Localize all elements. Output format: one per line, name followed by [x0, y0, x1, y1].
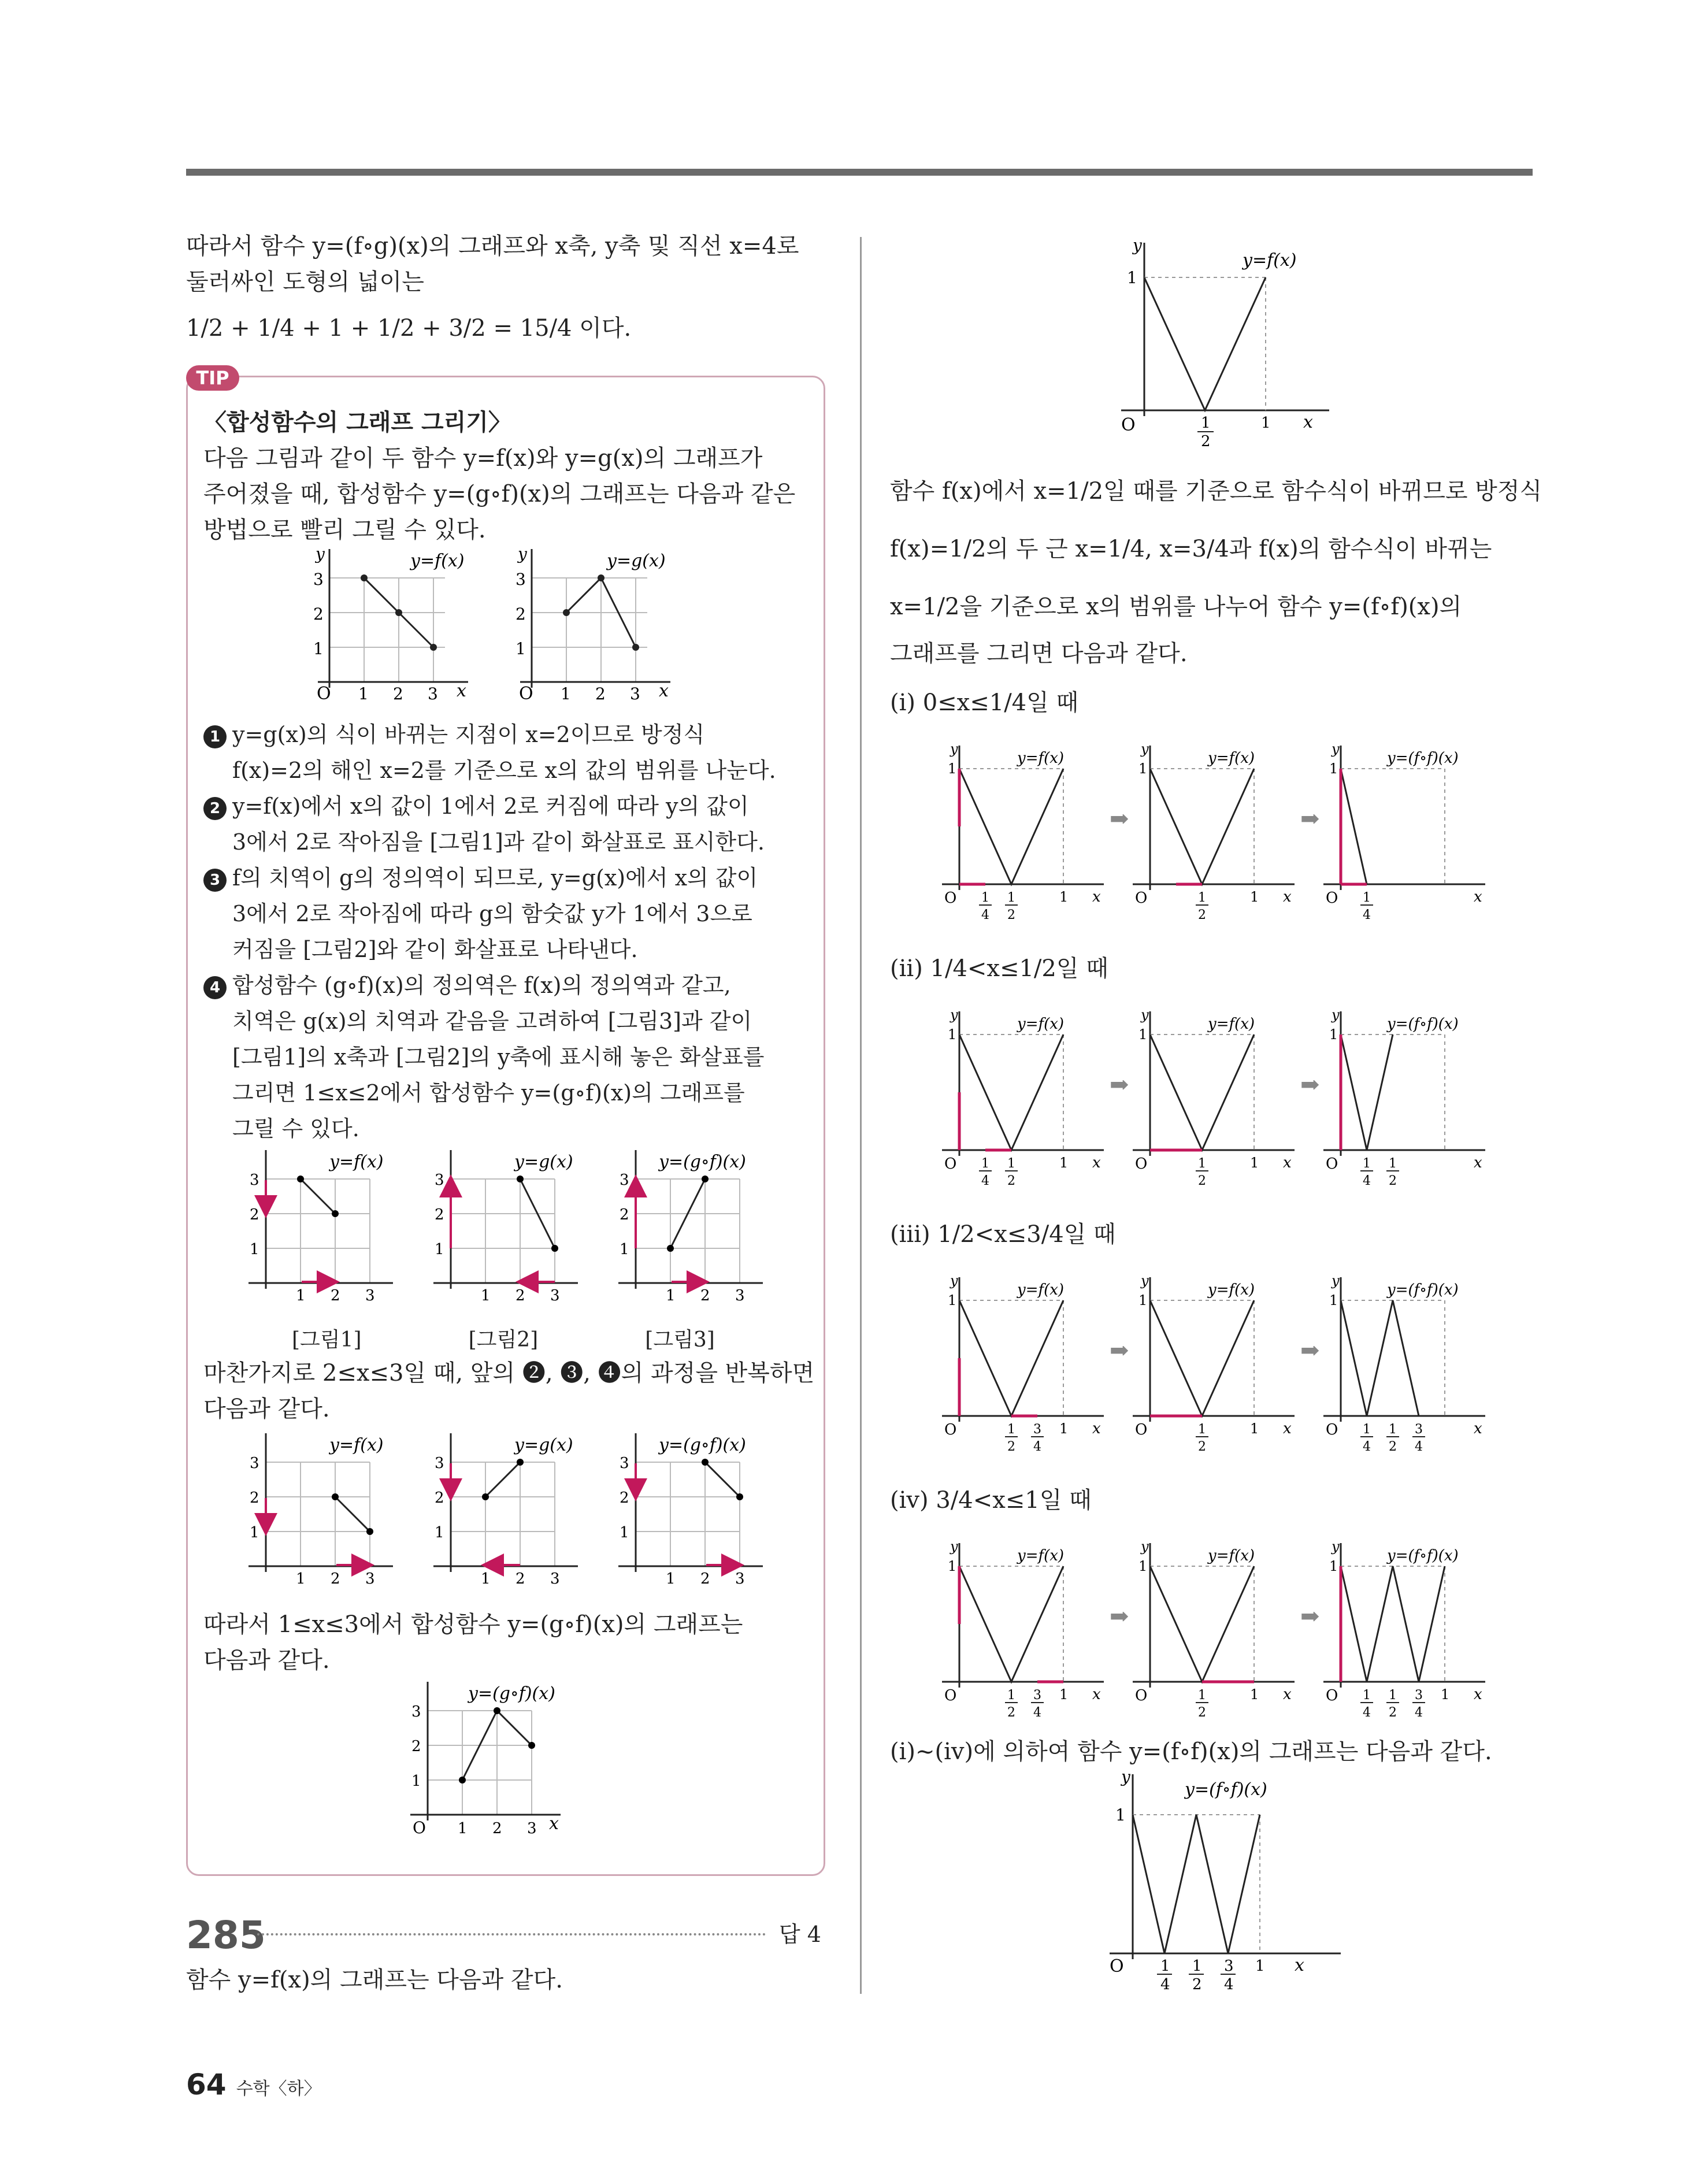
svg-text:y: y	[950, 1273, 958, 1289]
svg-text:2: 2	[331, 1570, 340, 1588]
svg-text:1: 1	[1007, 891, 1015, 905]
tip-title: 〈합성함수의 그래프 그리기〉	[203, 409, 511, 436]
svg-text:➡: ➡	[1110, 1071, 1129, 1098]
svg-text:2: 2	[700, 1570, 710, 1588]
svg-text:x: x	[1283, 1154, 1292, 1171]
svg-text:2: 2	[435, 1489, 444, 1507]
svg-text:2: 2	[1389, 1705, 1397, 1720]
y-axis-label: y	[1121, 1767, 1130, 1786]
svg-text:1: 1	[1389, 1422, 1397, 1437]
svg-text:3: 3	[1415, 1422, 1423, 1437]
svg-text:x: x	[1474, 888, 1482, 906]
figure-2	[433, 1150, 578, 1304]
tip-intro-line: 방법으로 빨리 그릴 수 있다.	[203, 517, 486, 543]
svg-text:2: 2	[1007, 1440, 1015, 1454]
svg-text:O: O	[944, 1421, 957, 1438]
solution-line: x=1/2을 기준으로 x의 범위를 나누어 함수 y=(f∘f)(x)의	[890, 594, 1462, 620]
f-label: y=f(x)	[410, 551, 465, 571]
svg-text:3: 3	[735, 1570, 745, 1588]
origin-label: O	[317, 684, 331, 704]
svg-text:3: 3	[1415, 1688, 1423, 1703]
svg-text:➡: ➡	[1300, 806, 1320, 832]
svg-text:O: O	[1326, 1155, 1338, 1173]
solution-line: 함수 f(x)에서 x=1/2일 때를 기준으로 함수식이 바뀌므로 방정식	[890, 478, 1542, 505]
svg-text:y: y	[1141, 1273, 1149, 1289]
svg-text:3: 3	[313, 570, 324, 589]
svg-text:2: 2	[411, 1738, 421, 1755]
svg-text:O: O	[1135, 1155, 1148, 1173]
step-3	[203, 860, 776, 896]
svg-text:2: 2	[620, 1206, 629, 1223]
svg-text:y=f(x): y=f(x)	[1017, 1547, 1065, 1564]
f-label: y=f(x)	[329, 1152, 384, 1172]
svg-text:3: 3	[515, 570, 526, 589]
svg-text:2: 2	[492, 1820, 502, 1837]
svg-text:1: 1	[515, 639, 526, 658]
svg-text:O: O	[1135, 1421, 1148, 1438]
svg-text:1: 1	[981, 1156, 989, 1171]
svg-text:2: 2	[620, 1489, 629, 1507]
svg-text:O: O	[1326, 1687, 1338, 1704]
intro-line: 따라서 함수 y=(f∘g)(x)의 그래프와 x축, y축 및 직선 x=4로	[186, 233, 799, 259]
step-line: 3에서 2로 작아짐에 따라 g의 함숫값 y가 1에서 3으로	[232, 901, 752, 926]
svg-text:2: 2	[435, 1206, 444, 1223]
svg-text:1: 1	[620, 1241, 629, 1258]
svg-text:4: 4	[1363, 908, 1371, 922]
svg-text:1: 1	[1192, 1957, 1202, 1975]
svg-text:3: 3	[250, 1171, 259, 1189]
g-label: y=g(x)	[514, 1435, 573, 1455]
step-number: 4	[203, 976, 227, 999]
x-axis-label: x	[549, 1814, 559, 1834]
svg-text:2: 2	[1198, 1440, 1206, 1454]
svg-text:2: 2	[1201, 433, 1211, 450]
f-label: y=f(x)	[329, 1435, 384, 1455]
svg-text:y: y	[1332, 1538, 1340, 1555]
svg-text:1: 1	[1250, 1421, 1259, 1437]
gf-label: y=(g∘f)(x)	[468, 1684, 555, 1704]
svg-text:1: 1	[948, 761, 957, 777]
page-number: 64	[186, 2068, 227, 2101]
step-line: [그림1]의 x축과 [그림2]의 y축에 표시해 놓은 화살표를	[232, 1044, 765, 1070]
svg-text:y=f(x): y=f(x)	[1208, 750, 1255, 767]
svg-text:1: 1	[1250, 1155, 1259, 1171]
svg-text:1: 1	[1160, 1957, 1170, 1975]
svg-text:➡: ➡	[1110, 1603, 1129, 1630]
step-line: 합성함수 (g∘f)(x)의 정의역은 f(x)의 정의역과 같고,	[232, 973, 731, 998]
g-label: y=g(x)	[514, 1152, 573, 1172]
figure-f-step2	[249, 1433, 393, 1588]
origin-label: O	[1110, 1956, 1124, 1977]
step-4	[203, 967, 776, 1003]
svg-text:y=(f∘f)(x): y=(f∘f)(x)	[1387, 1281, 1459, 1299]
svg-text:1: 1	[481, 1287, 491, 1304]
svg-text:x: x	[1283, 1686, 1292, 1703]
figure-gf-step2	[618, 1433, 763, 1588]
svg-text:1: 1	[948, 1292, 957, 1308]
book-title: 수학〈하〉	[236, 2079, 321, 2099]
svg-text:1: 1	[1363, 1156, 1371, 1171]
svg-text:3: 3	[550, 1287, 560, 1304]
graph-f-problem	[1110, 236, 1341, 450]
svg-text:1: 1	[981, 891, 989, 905]
svg-text:y=(f∘f)(x): y=(f∘f)(x)	[1387, 750, 1459, 767]
step-line: 3에서 2로 작아짐을 [그림1]과 같이 화살표로 표시한다.	[232, 829, 765, 855]
svg-text:3: 3	[527, 1820, 537, 1837]
svg-text:3: 3	[1224, 1957, 1234, 1975]
svg-text:y: y	[1332, 1007, 1340, 1023]
svg-text:O: O	[1326, 889, 1338, 907]
svg-text:1: 1	[250, 1241, 259, 1258]
svg-text:x: x	[1092, 1154, 1101, 1171]
svg-text:y: y	[950, 1538, 958, 1555]
svg-text:➡: ➡	[1300, 1071, 1320, 1098]
svg-text:x: x	[1474, 1686, 1482, 1703]
svg-text:3: 3	[735, 1287, 745, 1304]
svg-text:1: 1	[1389, 1156, 1397, 1171]
problem-line: 함수 y=f(x)의 그래프는 다음과 같다.	[186, 1967, 563, 1993]
svg-text:1: 1	[1389, 1688, 1397, 1703]
svg-text:4: 4	[1160, 1976, 1170, 1993]
svg-text:1: 1	[1363, 1688, 1371, 1703]
svg-text:1: 1	[666, 1570, 676, 1588]
svg-text:y=(f∘f)(x): y=(f∘f)(x)	[1387, 1547, 1459, 1564]
svg-text:y=f(x): y=f(x)	[1017, 750, 1065, 767]
f-label: y=f(x)	[1243, 250, 1297, 270]
svg-text:2: 2	[1198, 908, 1206, 922]
svg-text:1: 1	[358, 684, 369, 703]
svg-text:1: 1	[1059, 1155, 1069, 1171]
svg-text:1: 1	[561, 684, 571, 703]
svg-text:1: 1	[250, 1524, 259, 1541]
origin-label: O	[413, 1818, 426, 1837]
g-label: y=g(x)	[607, 551, 666, 571]
svg-text:1: 1	[620, 1524, 629, 1541]
graph-ff-final	[1098, 1768, 1375, 1994]
caption-figure-1: [그림1]	[292, 1328, 362, 1352]
solution-line: 그래프를 그리면 다음과 같다.	[890, 640, 1188, 667]
svg-text:y=f(x): y=f(x)	[1208, 1281, 1255, 1299]
svg-text:1: 1	[458, 1820, 468, 1837]
step-line: 치역은 g(x)의 치역과 같음을 고려하여 [그림3]과 같이	[232, 1008, 752, 1034]
svg-text:1: 1	[666, 1287, 676, 1304]
svg-text:1: 1	[296, 1287, 306, 1304]
svg-text:3: 3	[250, 1455, 259, 1472]
svg-text:2: 2	[1007, 1705, 1015, 1720]
svg-text:3: 3	[620, 1171, 629, 1189]
svg-text:O: O	[1135, 1687, 1148, 1704]
svg-text:1: 1	[296, 1570, 306, 1588]
svg-text:3: 3	[435, 1455, 444, 1472]
svg-text:y=f(x): y=f(x)	[1208, 1015, 1255, 1033]
step-line: 커짐을 [그림2]와 같이 화살표로 나타낸다.	[232, 937, 638, 962]
problem-number: 285	[186, 1913, 266, 1957]
step-line: f의 치역이 g의 정의역이 되므로, y=g(x)에서 x의 값이	[232, 865, 758, 891]
svg-text:3: 3	[435, 1171, 444, 1189]
svg-text:4: 4	[1363, 1440, 1371, 1454]
svg-text:4: 4	[1415, 1705, 1423, 1720]
area-expression: 1/2 + 1/4 + 1 + 1/2 + 3/2 = 15/4 이다.	[186, 315, 632, 342]
svg-text:1: 1	[435, 1524, 444, 1541]
step-number: 3	[203, 869, 227, 892]
svg-text:x: x	[1283, 888, 1292, 906]
svg-text:1: 1	[1329, 761, 1338, 777]
svg-text:➡: ➡	[1300, 1603, 1320, 1630]
svg-text:3: 3	[365, 1570, 375, 1588]
svg-text:O: O	[944, 1155, 957, 1173]
y-axis-label: y	[1133, 236, 1142, 255]
svg-text:2: 2	[250, 1489, 259, 1507]
svg-text:2: 2	[1007, 1174, 1015, 1188]
origin-label: O	[1121, 415, 1136, 435]
footer	[186, 2068, 321, 2101]
problem-text	[186, 1962, 563, 1998]
gf-label: y=(g∘f)(x)	[659, 1435, 746, 1455]
svg-text:3: 3	[630, 684, 640, 703]
svg-text:4: 4	[981, 908, 989, 922]
svg-text:1: 1	[1127, 268, 1137, 287]
svg-text:x: x	[1092, 1686, 1101, 1703]
x-axis-label: x	[1295, 1955, 1304, 1975]
step-line: y=g(x)의 식이 바뀌는 지점이 x=2이므로 방정식	[232, 722, 705, 747]
svg-text:1: 1	[1007, 1422, 1015, 1437]
svg-text:1: 1	[1198, 1422, 1206, 1437]
svg-text:1: 1	[1059, 1421, 1069, 1437]
step-line: y=f(x)에서 x의 값이 1에서 2로 커짐에 따라 y의 값이	[232, 793, 749, 819]
svg-text:2: 2	[250, 1206, 259, 1223]
svg-text:2: 2	[1198, 1174, 1206, 1188]
y-axis-label: y	[518, 544, 527, 563]
case-2-graphs	[936, 1006, 1526, 1202]
figure-g-step2	[433, 1433, 578, 1588]
x-axis-label: x	[457, 681, 466, 701]
intro-line: 둘러싸인 도형의 넓이는	[186, 269, 424, 295]
ff-label: y=(f∘f)(x)	[1185, 1779, 1267, 1800]
case-1-label: (i) 0≤x≤1/4일 때	[890, 689, 1079, 716]
figure-captions	[292, 1323, 715, 1353]
step-number: 2	[203, 797, 227, 820]
svg-text:2: 2	[515, 605, 526, 624]
svg-text:4: 4	[1033, 1705, 1041, 1720]
graph-f-given	[312, 543, 497, 705]
figures-row-2	[243, 1427, 821, 1601]
solution-line: f(x)=1/2의 두 근 x=1/4, x=3/4과 f(x)의 함수식이 바뀌는	[890, 536, 1492, 562]
svg-text:1: 1	[1198, 1688, 1206, 1703]
svg-text:1: 1	[948, 1026, 957, 1043]
svg-text:3: 3	[620, 1455, 629, 1472]
svg-text:3: 3	[428, 684, 438, 703]
origin-label: O	[519, 684, 533, 704]
case-1-graphs	[936, 740, 1526, 936]
svg-text:1: 1	[1138, 1026, 1148, 1043]
svg-text:1: 1	[1007, 1688, 1015, 1703]
svg-text:1: 1	[1138, 761, 1148, 777]
svg-text:3: 3	[365, 1287, 375, 1304]
svg-text:1: 1	[1059, 1686, 1069, 1703]
tip-steps	[203, 717, 776, 1147]
svg-text:1: 1	[1007, 1156, 1015, 1171]
step-number: 1	[203, 725, 227, 748]
top-rule	[186, 169, 1533, 176]
conclusion-line: 따라서 1≤x≤3에서 합성함수 y=(g∘f)(x)의 그래프는	[203, 1611, 743, 1638]
svg-text:3: 3	[1033, 1688, 1041, 1703]
solution-text	[890, 462, 1542, 672]
svg-text:2: 2	[1198, 1705, 1206, 1720]
svg-text:4: 4	[981, 1174, 989, 1188]
x-axis-label: x	[659, 681, 669, 701]
svg-text:1: 1	[313, 639, 324, 658]
svg-text:y=f(x): y=f(x)	[1017, 1281, 1065, 1299]
svg-text:1: 1	[1363, 1422, 1371, 1437]
svg-text:1: 1	[435, 1241, 444, 1258]
svg-text:4: 4	[1363, 1705, 1371, 1720]
svg-text:2: 2	[700, 1287, 710, 1304]
tip-intro-line: 주어졌을 때, 합성함수 y=(g∘f)(x)의 그래프는 다음과 같은	[203, 481, 796, 507]
repeat-text	[203, 1355, 814, 1427]
svg-text:O: O	[944, 889, 957, 907]
svg-text:1: 1	[1255, 1957, 1265, 1975]
svg-text:y: y	[1332, 741, 1340, 757]
svg-text:1: 1	[1250, 889, 1259, 905]
svg-text:4: 4	[1224, 1976, 1234, 1993]
svg-text:2: 2	[515, 1570, 525, 1588]
step-2	[203, 788, 776, 824]
step-line: 그리면 1≤x≤2에서 합성함수 y=(g∘f)(x)의 그래프를	[232, 1080, 745, 1106]
svg-text:y: y	[1141, 1007, 1149, 1023]
svg-text:y=f(x): y=f(x)	[1208, 1547, 1255, 1564]
svg-text:4: 4	[1033, 1440, 1041, 1454]
step-line: f(x)=2의 해인 x=2를 기준으로 x의 값의 범위를 나눈다.	[232, 758, 776, 783]
svg-text:y: y	[950, 1007, 958, 1023]
svg-text:1: 1	[1329, 1558, 1338, 1574]
figure-1	[249, 1150, 393, 1304]
svg-text:x: x	[1474, 1154, 1482, 1171]
case-3-label: (iii) 1/2<x≤3/4일 때	[890, 1221, 1116, 1248]
svg-text:O: O	[1326, 1421, 1338, 1438]
svg-text:1: 1	[1198, 891, 1206, 905]
case-4-graphs	[936, 1537, 1526, 1734]
svg-text:y=f(x): y=f(x)	[1017, 1015, 1065, 1033]
figures-row-1	[243, 1144, 821, 1318]
step-1	[203, 717, 776, 752]
caption-figure-2: [그림2]	[468, 1328, 539, 1352]
tip-intro-line: 다음 그림과 같이 두 함수 y=f(x)와 y=g(x)의 그래프가	[203, 445, 763, 472]
figure-3	[618, 1150, 763, 1304]
y-axis-label: y	[316, 544, 325, 563]
svg-text:x: x	[1474, 1420, 1482, 1437]
case-2-label: (ii) 1/4<x≤1/2일 때	[890, 955, 1108, 982]
svg-text:2: 2	[515, 1287, 525, 1304]
svg-text:x: x	[1092, 888, 1101, 906]
svg-text:2: 2	[1007, 908, 1015, 922]
svg-text:1: 1	[411, 1773, 421, 1790]
svg-text:1: 1	[1138, 1558, 1148, 1574]
conclusion-text	[203, 1607, 743, 1678]
case-4-label: (iv) 3/4<x≤1일 때	[890, 1487, 1092, 1514]
svg-text:O: O	[944, 1687, 957, 1704]
case-3-graphs	[936, 1271, 1526, 1468]
svg-text:3: 3	[1033, 1422, 1041, 1437]
svg-text:1: 1	[1115, 1805, 1126, 1825]
svg-text:x: x	[1092, 1420, 1101, 1437]
x-axis-label: x	[1303, 412, 1313, 432]
svg-text:2: 2	[1192, 1976, 1202, 1993]
svg-text:3: 3	[411, 1703, 421, 1720]
tip-intro	[203, 405, 795, 548]
svg-text:2: 2	[393, 684, 403, 703]
svg-text:2: 2	[331, 1287, 340, 1304]
column-divider	[860, 237, 862, 1994]
svg-text:1: 1	[1329, 1292, 1338, 1308]
svg-text:2: 2	[313, 605, 324, 624]
final-text: (i)~(iv)에 의하여 함수 y=(f∘f)(x)의 그래프는 다음과 같다.	[890, 1738, 1492, 1765]
svg-text:4: 4	[1363, 1174, 1371, 1188]
gf-label: y=(g∘f)(x)	[659, 1152, 746, 1172]
svg-text:1: 1	[1250, 1686, 1259, 1703]
tip-badge: TIP	[186, 365, 239, 391]
svg-text:4: 4	[1415, 1440, 1423, 1454]
svg-text:➡: ➡	[1300, 1337, 1320, 1364]
svg-text:y: y	[950, 741, 958, 757]
svg-text:O: O	[1135, 889, 1148, 907]
conclusion-line: 다음과 같다.	[203, 1647, 330, 1674]
svg-text:y=(f∘f)(x): y=(f∘f)(x)	[1387, 1015, 1459, 1033]
repeat-line: 마찬가지로 2≤x≤3일 때, 앞의 ❷, ❸, ❹의 과정을 반복하면	[203, 1360, 815, 1386]
svg-text:x: x	[1283, 1420, 1292, 1437]
svg-text:y: y	[1141, 741, 1149, 757]
svg-text:3: 3	[550, 1570, 560, 1588]
svg-text:1: 1	[1201, 414, 1211, 432]
answer: 답 4	[779, 1922, 821, 1947]
dotted-leader	[257, 1933, 766, 1935]
svg-text:1: 1	[481, 1570, 491, 1588]
step-line: 그릴 수 있다.	[232, 1116, 359, 1141]
repeat-line: 다음과 같다.	[203, 1396, 330, 1422]
intro-text	[186, 228, 799, 346]
svg-text:1: 1	[1441, 1686, 1450, 1703]
svg-text:1: 1	[1059, 889, 1069, 905]
svg-text:➡: ➡	[1110, 1337, 1129, 1364]
graph-gf-final	[405, 1676, 595, 1849]
svg-text:2: 2	[1389, 1440, 1397, 1454]
svg-text:1: 1	[1261, 414, 1271, 432]
svg-text:y: y	[1332, 1273, 1340, 1289]
svg-text:1: 1	[1329, 1026, 1338, 1043]
caption-figure-3: [그림3]	[645, 1328, 715, 1352]
svg-text:➡: ➡	[1110, 806, 1129, 832]
svg-text:2: 2	[595, 684, 606, 703]
svg-text:1: 1	[1363, 891, 1371, 905]
graph-g-given	[514, 543, 699, 705]
svg-text:1: 1	[948, 1558, 957, 1574]
svg-text:y: y	[1141, 1538, 1149, 1555]
svg-text:1: 1	[1138, 1292, 1148, 1308]
svg-text:2: 2	[1389, 1174, 1397, 1188]
svg-text:1: 1	[1198, 1156, 1206, 1171]
